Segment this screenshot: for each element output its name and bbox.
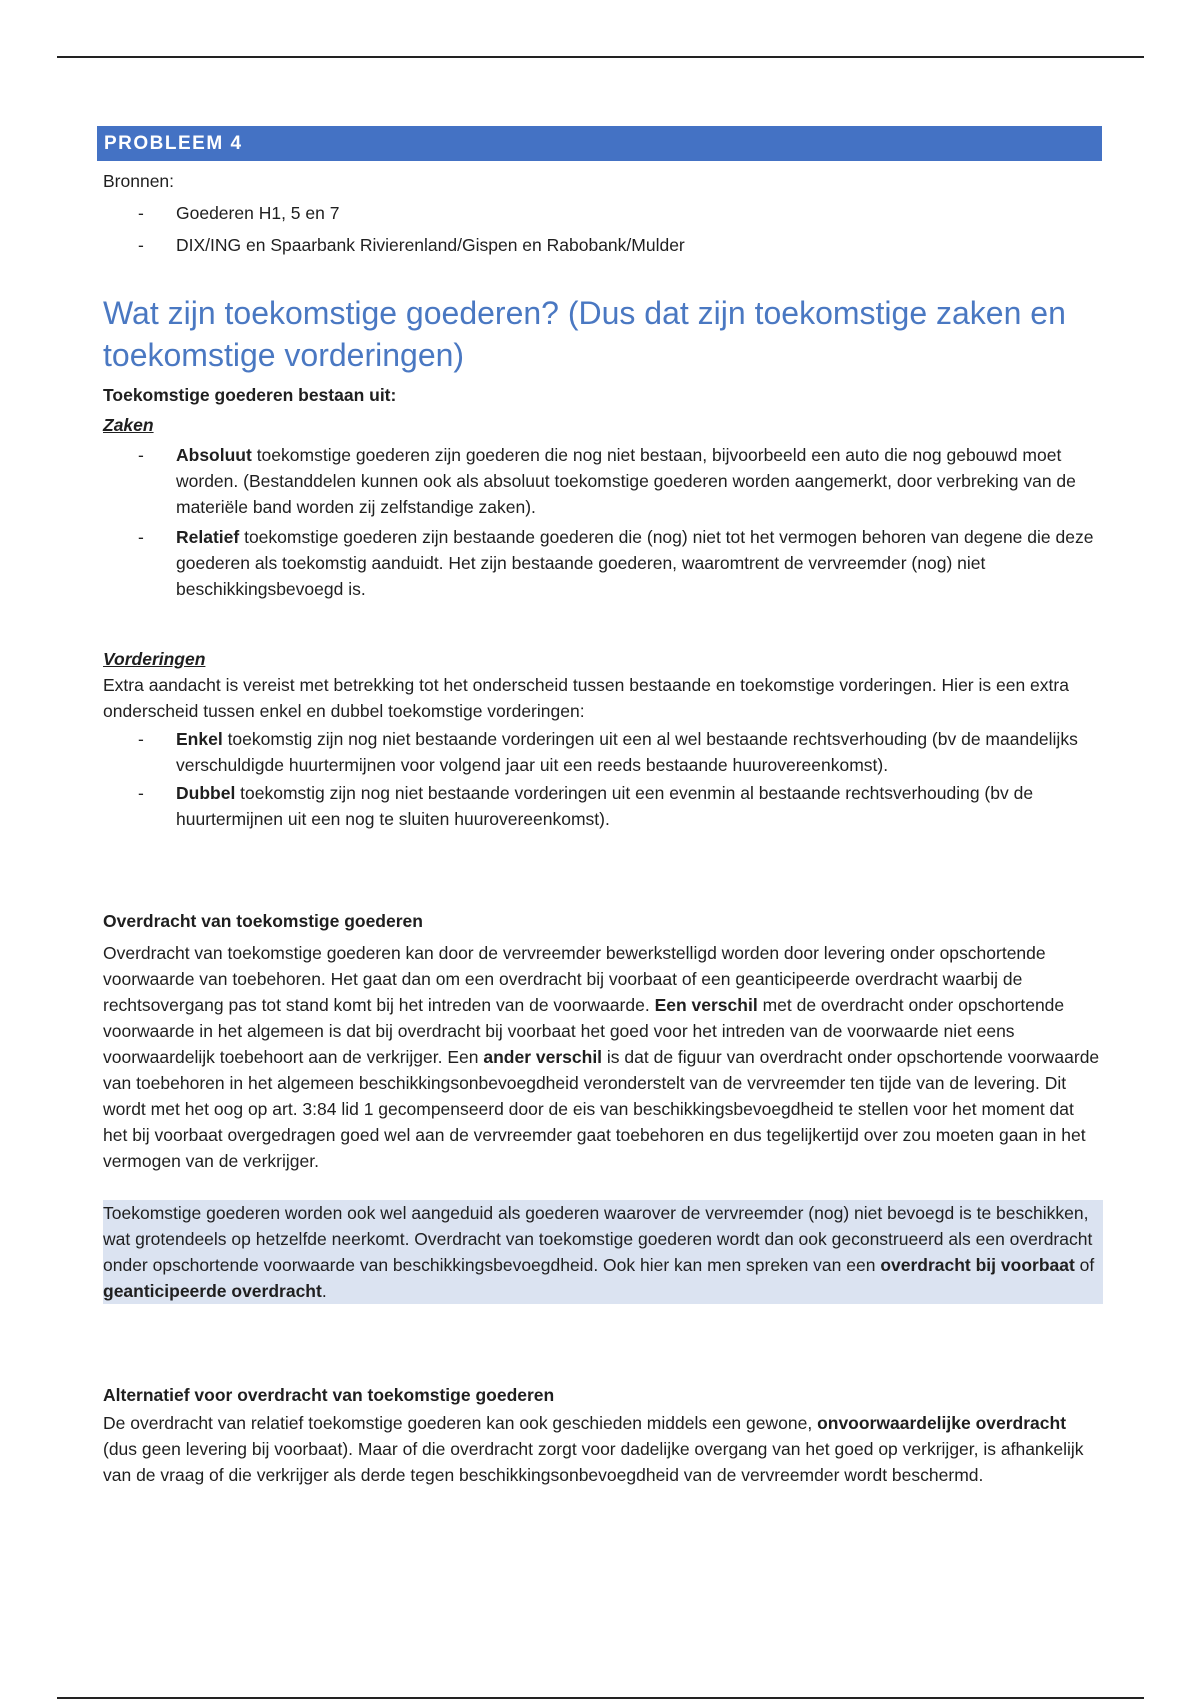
alternatief-paragraph: De overdracht van relatief toekomstige goederen kan ook geschieden middels een gewone, onvoorwaardelijke overdracht (dus geen levering bij voorbaat). Maar of die overdracht zorgt voor dadelijke overgang van het goed op verkrijger, is afhankelijk van de vraag of die verkrijger als derde tegen beschikkingsonbevoegdheid van de vervreemder wordt beschermd. (103, 1413, 1084, 1485)
highlighted-paragraph: Toekomstige goederen worden ook wel aangeduid als goederen waarover de vervreemder (nog) niet bevoegd is te beschikken, wat grotendeels op hetzelfde neerkomt. Overdracht van toekomstige goederen wordt dan ook geconstrueerd als een overdracht onder opschortende voorwaarde van beschikkingsbevoegdheid. Ook hier kan men spreken van een overdracht bij voorbaat of geanticipeerde overdracht. (103, 1200, 1103, 1304)
section-banner: PROBLEEM 4 (97, 126, 1102, 161)
source-item: - Goederen H1, 5 en 7 (138, 203, 340, 223)
alternatief-section (103, 1382, 1103, 1488)
list-item: - Dubbel toekomstig zijn nog niet bestaande vorderingen uit een evenmin al bestaande rechtsverhouding (bv de huurtermijnen uit een nog te sluiten huurovereenkomst). (138, 783, 1034, 829)
overdracht-paragraph: Overdracht van toekomstige goederen kan door de vervreemder bewerkstelligd worden door levering onder opschortende voorwaarde van toebehoren. Het gaat dan om een overdracht bij voorbaat of een geanticipeerde overdracht waarbij de rechtsovergang pas tot stand komt bij het intreden van de voorwaarde. Een verschil met de overdracht onder opschortende voorwaarde in het algemeen is dat bij overdracht bij voorbaat het goed voor het intreden van de voorwaarde niet eens voorwaardelijk toebehoort aan de verkrijger. Een ander verschil is dat de figuur van overdracht onder opschortende voorwaarde van toebehoren in het algemeen beschikkingsonbevoegdheid veronderstelt van de vervreemder ten tijde van de levering. Dit wordt met het oog op art. 3:84 lid 1 gecompenseerd door de eis van beschikkingsbevoegdheid te stellen voor het moment dat het bij voorbaat overgedragen goed wel aan de vervreemder gaat toebehoren en dus tegelijkertijd over zou moeten gaan in het vermogen van de verkrijger. (103, 943, 1100, 1171)
sources-label: Bronnen: (103, 171, 175, 191)
vorderingen-title: Vorderingen (103, 649, 206, 669)
vorderingen-intro: Extra aandacht is vereist met betrekking tot het onderscheid tussen bestaande en toekomstige vorderingen. Hier is een extra onderscheid tussen enkel en dubbel toekomstige vorderingen: (103, 675, 1069, 721)
sources-block (103, 168, 1103, 258)
source-item: - DIX/ING en Spaarbank Rivierenland/Gispen en Rabobank/Mulder (138, 235, 685, 255)
overdracht-title: Overdracht van toekomstige goederen (103, 911, 423, 931)
zaken-title: Zaken (103, 415, 154, 435)
bottom-rule (57, 1697, 1144, 1699)
zaken-section (103, 382, 1103, 602)
list-item: - Absoluut toekomstige goederen zijn goederen die nog niet bestaan, bijvoorbeeld een auto die nog gebouwd moet worden. (Bestanddelen kunnen ook als absoluut toekomstige goederen worden aangemerkt, door verbreking van de materiële band worden zij zelfstandige zaken). (138, 445, 1076, 517)
list-item: - Relatief toekomstige goederen zijn bestaande goederen die (nog) niet tot het vermogen behoren van degene die deze goederen als toekomstig aanduidt. Het zijn bestaande goederen, waaromtrent de vervreemder (nog) niet beschikkingsbevoegd is. (138, 527, 1094, 599)
list-item: - Enkel toekomstig zijn nog niet bestaande vorderingen uit een al wel bestaande rechtsverhouding (bv de maandelijks verschuldigde huurtermijnen voor volgend jaar uit een reeds bestaande huurovereenkomst). (138, 729, 1078, 775)
top-rule (57, 56, 1144, 58)
alternatief-title: Alternatief voor overdracht van toekomstige goederen (103, 1385, 555, 1405)
vorderingen-section (103, 646, 1103, 832)
heading-block (103, 292, 1123, 376)
page-heading: Wat zijn toekomstige goederen? (Dus dat zijn toekomstige zaken en toekomstige vorderingen) (103, 295, 1066, 373)
intro-bold: Toekomstige goederen bestaan uit: (103, 385, 397, 405)
overdracht-section (103, 908, 1103, 1304)
